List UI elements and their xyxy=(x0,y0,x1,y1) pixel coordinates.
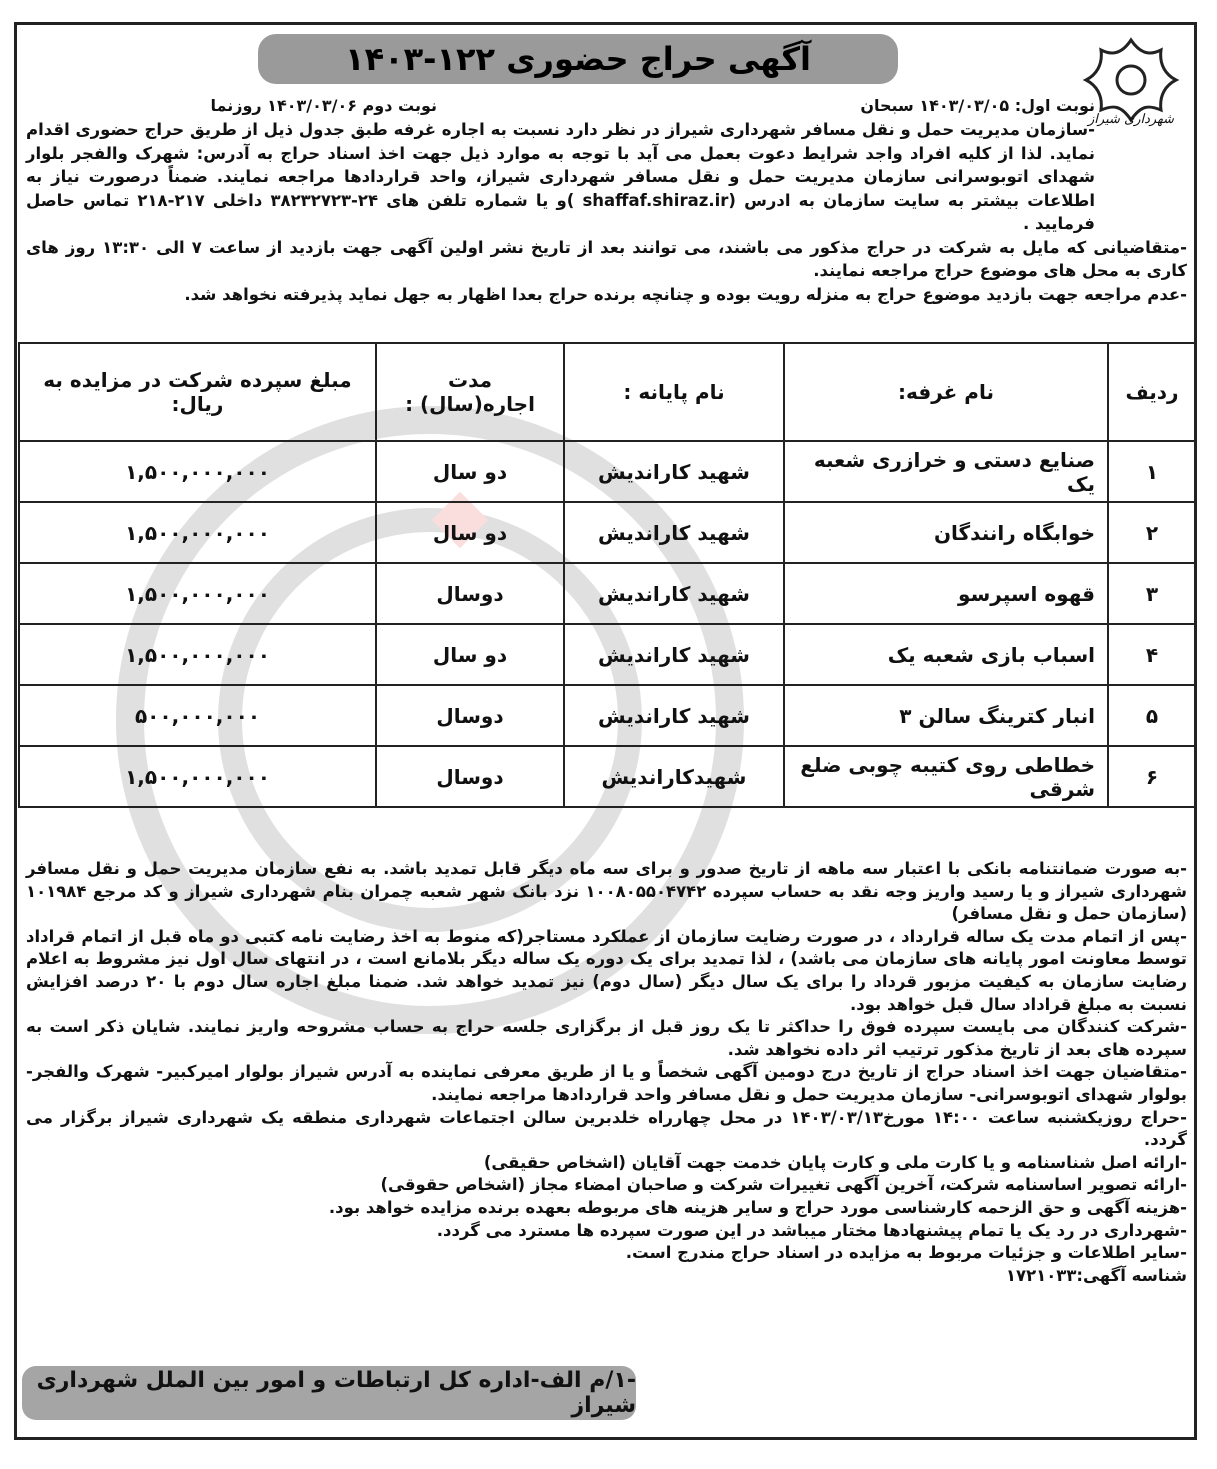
footer-office-banner: -۱/م الف-اداره کل ارتباطات و امور بین الملل شهرداری شیراز xyxy=(22,1366,636,1420)
condition-paragraph: -شهرداری در رد یک یا تمام پیشنهادها مختار میباشد در این صورت سپرده ها مسترد می گردد. xyxy=(436,1220,1187,1240)
row-number: ۱ xyxy=(1108,441,1196,502)
row-number: ۲ xyxy=(1108,502,1196,563)
table-row xyxy=(19,441,1196,502)
lease-duration: دوسال xyxy=(376,746,564,807)
deposit-amount: ۱,۵۰۰,۰۰۰,۰۰۰ xyxy=(19,746,376,807)
row-number: ۳ xyxy=(1108,563,1196,624)
first-publication-date: نوبت اول: ۱۴۰۳/۰۳/۰۵ سبحان xyxy=(860,96,1095,115)
lease-duration: دو سال xyxy=(376,441,564,502)
lease-duration: دو سال xyxy=(376,502,564,563)
intro-text xyxy=(26,118,1187,306)
row-number: ۴ xyxy=(1108,624,1196,685)
table-row xyxy=(19,685,1196,746)
terminal-name: شهید کاراندیش xyxy=(564,563,784,624)
condition-paragraph: -حراج روزیکشنبه ساعت ۱۴:۰۰ مورخ۱۴۰۳/۰۳/۱۳ در محل چهارراه خلدبرین سالن اجتماعات شهرداری منطقه یک شهرداری شیراز برگزار می گردد. xyxy=(26,1107,1187,1150)
header-row-number: ردیف xyxy=(1108,343,1196,441)
table-row xyxy=(19,746,1196,807)
terminal-name: شهید کاراندیش xyxy=(564,685,784,746)
header-booth-name: نام غرفه: xyxy=(784,343,1108,441)
ad-title: آگهی حراج حضوری ۱۲۲-۱۴۰۳ xyxy=(258,34,898,84)
header-lease-duration: مدت اجاره(سال) : xyxy=(376,343,564,441)
booth-name: خوابگاه رانندگان xyxy=(784,502,1108,563)
deposit-amount: ۵۰۰,۰۰۰,۰۰۰ xyxy=(19,685,376,746)
second-publication-date: نوبت دوم ۱۴۰۳/۰۳/۰۶ روزنما xyxy=(210,96,437,115)
header-deposit-amount: مبلغ سپرده شرکت در مزایده به ریال: xyxy=(19,343,376,441)
table-row xyxy=(19,624,1196,685)
row-number: ۵ xyxy=(1108,685,1196,746)
condition-paragraph: -متقاضیان جهت اخذ اسناد حراج از تاریخ درج دومین آگهی شخصاً و یا از طریق معرفی نماینده به آدرس شیراز بولوار امیرکبیر- شهرک والفجر- بولوار شهدای اتوبوسرانی- سازمان مدیریت حمل و نقل مسافر واحد قراردادها مراجعه نمایند. xyxy=(26,1062,1187,1104)
conditions-text xyxy=(26,858,1187,1287)
condition-paragraph: -سایر اطلاعات و جزئیات مربوط به مزایده در اسناد حراج مندرج است. xyxy=(625,1243,1187,1263)
condition-paragraph: -پس از اتمام مدت یک ساله قرارداد ، در صورت رضایت سازمان از عملکرد مستاجر(که منوط به اخذ رضایت نامه کتبی دو ماه قبل از اتمام قراداد توسط معاونت امور پایانه های سازمان می باشد) ، لذا تمدید برای یک دوره یک ساله دیگر بلامانع است ، در انتهای سال اول نیز مشروط به اعلام رضایت سازمان به کیفیت مزبور قرداد را برای یک سال دیگر (سال دوم) نیز تمدید خواهد شد. ضمنا مبلغ اجاره سال دوم با ۲۰ درصد افزایش نسبت به مبلغ قراداد سال قبل خواهد بود. xyxy=(26,926,1187,1014)
ad-identifier: شناسه آگهی:۱۷۲۱۰۳۳ xyxy=(1005,1265,1187,1285)
terminal-name: شهید کاراندیش xyxy=(564,502,784,563)
condition-paragraph: -ارائه اصل شناسنامه و یا کارت ملی و کارت پایان خدمت جهت آقایان (اشخاص حقیقی) xyxy=(483,1152,1187,1172)
booth-name: صنایع دستی و خرازری شعبه یک xyxy=(784,441,1108,502)
condition-paragraph: -به صورت ضمانتنامه بانکی با اعتبار سه ماهه از تاریخ صدور و برای سه ماه دیگر قابل تمدید باشد. به نفع سازمان مدیریت حمل و نقل مسافر شهرداری شیراز و یا رسید واریز وجه نقد به حساب سپرده ۱۰۰۸۰۵۵۰۴۷۴۲ نزد بانک شهر شعبه چمران بنام شهرداری شیراز و کد مرجع ۱۰۱۹۸۴ (سازمان حمل و نقل مسافر) xyxy=(26,859,1187,924)
intro-paragraph: -عدم مراجعه جهت بازدید موضوع حراج به منزله رویت بوده و چنانچه برنده حراج بعدا اظهار به جهل نماید پذیرفته نخواهد شد. xyxy=(184,284,1187,304)
table-header-row xyxy=(19,343,1196,441)
booth-name: خطاطی روی کتیبه چوبی ضلع شرقی xyxy=(784,746,1108,807)
terminal-name: شهید کاراندیش xyxy=(564,624,784,685)
table-row xyxy=(19,502,1196,563)
terminal-name: شهیدکاراندیش xyxy=(564,746,784,807)
intro-paragraph: -سازمان مدیریت حمل و نقل مسافر شهرداری شیراز در نظر دارد نسبت به اجاره غرفه طبق جدول ذیل از طریق حراج حضوری اقدام نماید. لذا از کلیه افراد واجد شرایط دعوت بعمل می آید با توجه به موارد ذیل جهت اخذ اسناد حراج به آدرس: شهرک والفجر بلوار شهدای اتوبوسرانی سازمان مدیریت حمل و نقل مسافر شهرداری شیراز، واحد قراردادها مراجعه نمایند. ضمناً درصورت نیاز به اطلاعات بیشتر به سایت سازمان به ادرس (shaffaf.shiraz.ir )و یا شماره تلفن های ۲۴-۳۸۲۳۲۷۲۳ داخلی ۲۱۷-۲۱۸ تماس حاصل فرمایید . xyxy=(26,120,1095,233)
booth-name: انبار کترینگ سالن ۳ xyxy=(784,685,1108,746)
deposit-amount: ۱,۵۰۰,۰۰۰,۰۰۰ xyxy=(19,563,376,624)
condition-paragraph: -ارائه تصویر اساسنامه شرکت، آخرین آگهی تغییرات شرکت و صاحبان امضاء مجاز (اشخاص حقوقی) xyxy=(380,1175,1187,1195)
lease-duration: دوسال xyxy=(376,685,564,746)
header-terminal-name: نام پایانه : xyxy=(564,343,784,441)
auction-table xyxy=(18,342,1197,808)
condition-paragraph: -هزینه آگهی و حق الزحمه کارشناسی مورد حراج و سایر هزینه های مربوطه بعهده برنده مزایده خواهد بود. xyxy=(328,1197,1187,1217)
deposit-amount: ۱,۵۰۰,۰۰۰,۰۰۰ xyxy=(19,441,376,502)
logo-caption: شهرداری شیراز xyxy=(1088,112,1174,127)
table-row xyxy=(19,563,1196,624)
deposit-amount: ۱,۵۰۰,۰۰۰,۰۰۰ xyxy=(19,502,376,563)
booth-name: اسباب بازی شعبه یک xyxy=(784,624,1108,685)
deposit-amount: ۱,۵۰۰,۰۰۰,۰۰۰ xyxy=(19,624,376,685)
lease-duration: دوسال xyxy=(376,563,564,624)
condition-paragraph: -شرکت کنندگان می بایست سپرده فوق را حداکثر تا یک روز قبل از برگزاری جلسه حراج به حساب مشروحه واریز نمایند. شایان ذکر است به سپرده های بعد از تاریخ مذکور ترتیب اثر داده نخواهد شد. xyxy=(26,1017,1187,1059)
terminal-name: شهید کاراندیش xyxy=(564,441,784,502)
booth-name: قهوه اسپرسو xyxy=(784,563,1108,624)
intro-paragraph: -متقاضیانی که مایل به شرکت در حراج مذکور می باشند، می توانند بعد از تاریخ نشر اولین آگهی جهت بازدید از ساعت ۷ الی ۱۳:۳۰ روز های کاری به محل های موضوع حراج مراجعه نمایند. xyxy=(26,237,1187,280)
lease-duration: دو سال xyxy=(376,624,564,685)
row-number: ۶ xyxy=(1108,746,1196,807)
